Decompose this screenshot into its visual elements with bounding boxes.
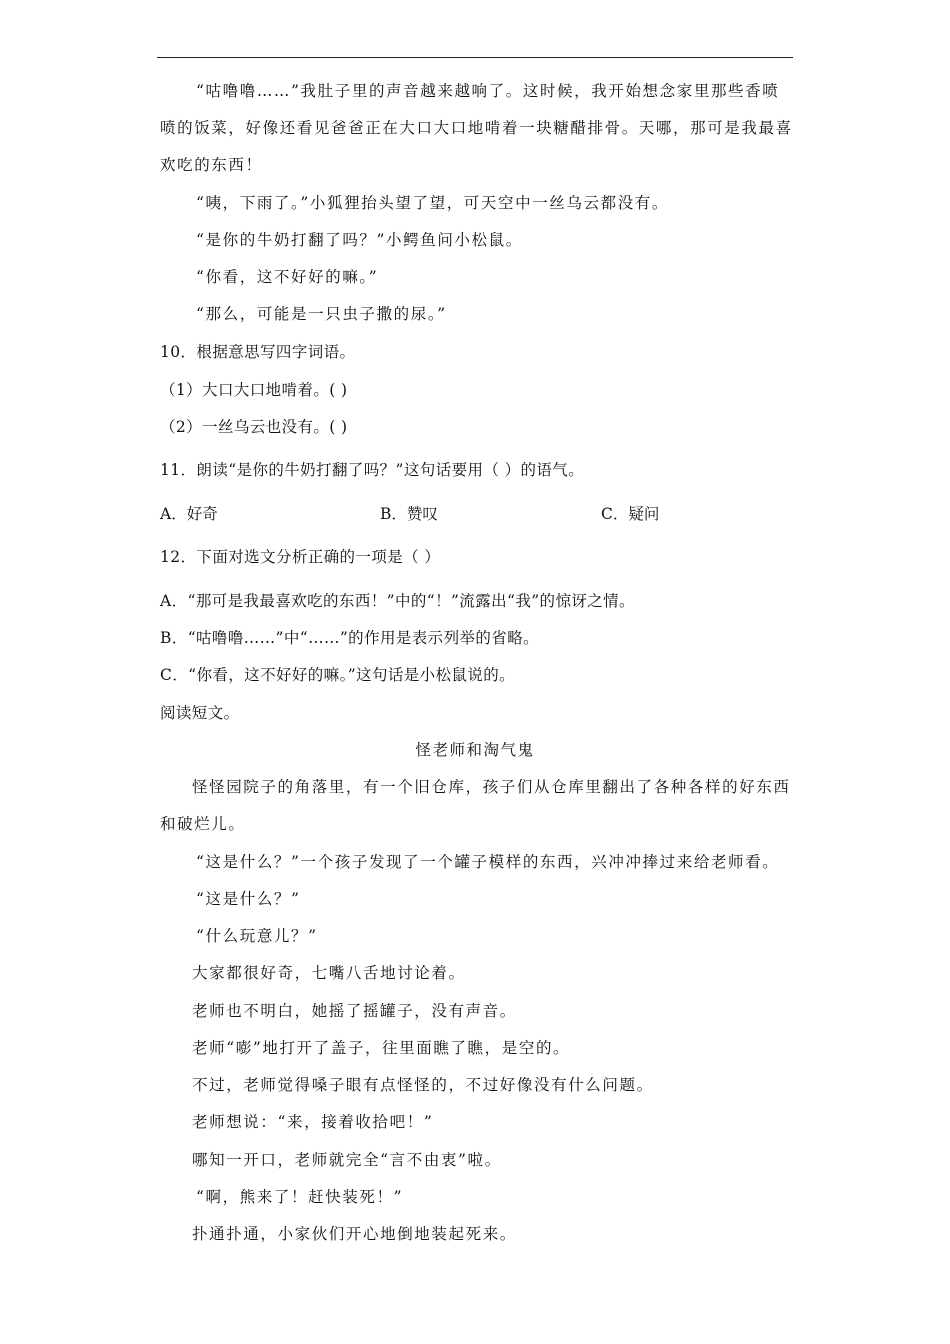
- passage-line: “你看，这不好好的嘛。”: [196, 268, 379, 286]
- question-11-stem: 11．朗读“是你的牛奶打翻了吗？”这句话要用（ ）的语气。: [160, 461, 585, 479]
- story-title: 怪老师和淘气鬼: [415, 741, 535, 759]
- question-11-option-b: B．赞叹: [380, 505, 438, 523]
- question-10-item-1: （1）大口大口地啃着。( ): [160, 381, 348, 399]
- story-line: “这是什么？”: [196, 890, 301, 908]
- question-11-option-c: C．疑问: [601, 505, 660, 523]
- story-line: 老师想说：“来，接着收拾吧！”: [192, 1113, 434, 1131]
- story-line: 老师也不明白，她摇了摇罐子，没有声音。: [192, 1002, 517, 1020]
- question-12-option-b: B．“咕噜噜……”中“……”的作用是表示列举的省略。: [160, 629, 539, 647]
- story-line: 大家都很好奇，七嘴八舌地讨论着。: [192, 964, 466, 982]
- passage-line: “咕噜噜……”我肚子里的声音越来越响了。这时候，我开始想念家里那些香喷: [196, 82, 780, 100]
- story-line: 扑通扑通，小家伙们开心地倒地装起死来。: [192, 1225, 517, 1243]
- question-12-stem: 12．下面对选文分析正确的一项是（ ）: [160, 548, 441, 566]
- header-rule: [157, 57, 793, 58]
- story-line: 哪知一开口，老师就完全“言不由衷”啦。: [192, 1151, 502, 1169]
- reading-intro: 阅读短文。: [160, 704, 240, 722]
- question-11-option-a: A．好奇: [160, 505, 218, 523]
- story-line: 老师“嘭”地打开了盖子，往里面瞧了瞧，是空的。: [192, 1039, 571, 1057]
- passage-line: “是你的牛奶打翻了吗？”小鳄鱼问小松鼠。: [196, 231, 523, 249]
- question-12-option-a: A．“那可是我最喜欢吃的东西！”中的“！”流露出“我”的惊讶之情。: [160, 592, 635, 610]
- question-10-item-2: （2）一丝乌云也没有。( ): [160, 418, 348, 436]
- question-12-option-c: C．“你看，这不好好的嘛。”这句话是小松鼠说的。: [160, 666, 516, 684]
- story-line: 怪怪园院子的角落里，有一个旧仓库，孩子们从仓库里翻出了各种各样的好东西: [192, 778, 791, 796]
- story-line: 和破烂儿。: [160, 815, 246, 833]
- story-line: “啊，熊来了！赶快装死！”: [196, 1188, 404, 1206]
- passage-line: 喷的饭菜，好像还看见爸爸正在大口大口地啃着一块糖醋排骨。天哪，那可是我最喜: [160, 119, 793, 137]
- passage-line: 欢吃的东西！: [160, 156, 263, 174]
- passage-line: “咦，下雨了。”小狐狸抬头望了望，可天空中一丝乌云都没有。: [196, 194, 669, 212]
- story-line: “这是什么？”一个孩子发现了一个罐子模样的东西，兴冲冲捧过来给老师看。: [196, 853, 780, 871]
- passage-line: “那么，可能是一只虫子撒的尿。”: [196, 305, 447, 323]
- story-line: “什么玩意儿？”: [196, 927, 318, 945]
- question-10-stem: 10．根据意思写四字词语。: [160, 343, 356, 361]
- story-line: 不过，老师觉得嗓子眼有点怪怪的，不过好像没有什么问题。: [192, 1076, 654, 1094]
